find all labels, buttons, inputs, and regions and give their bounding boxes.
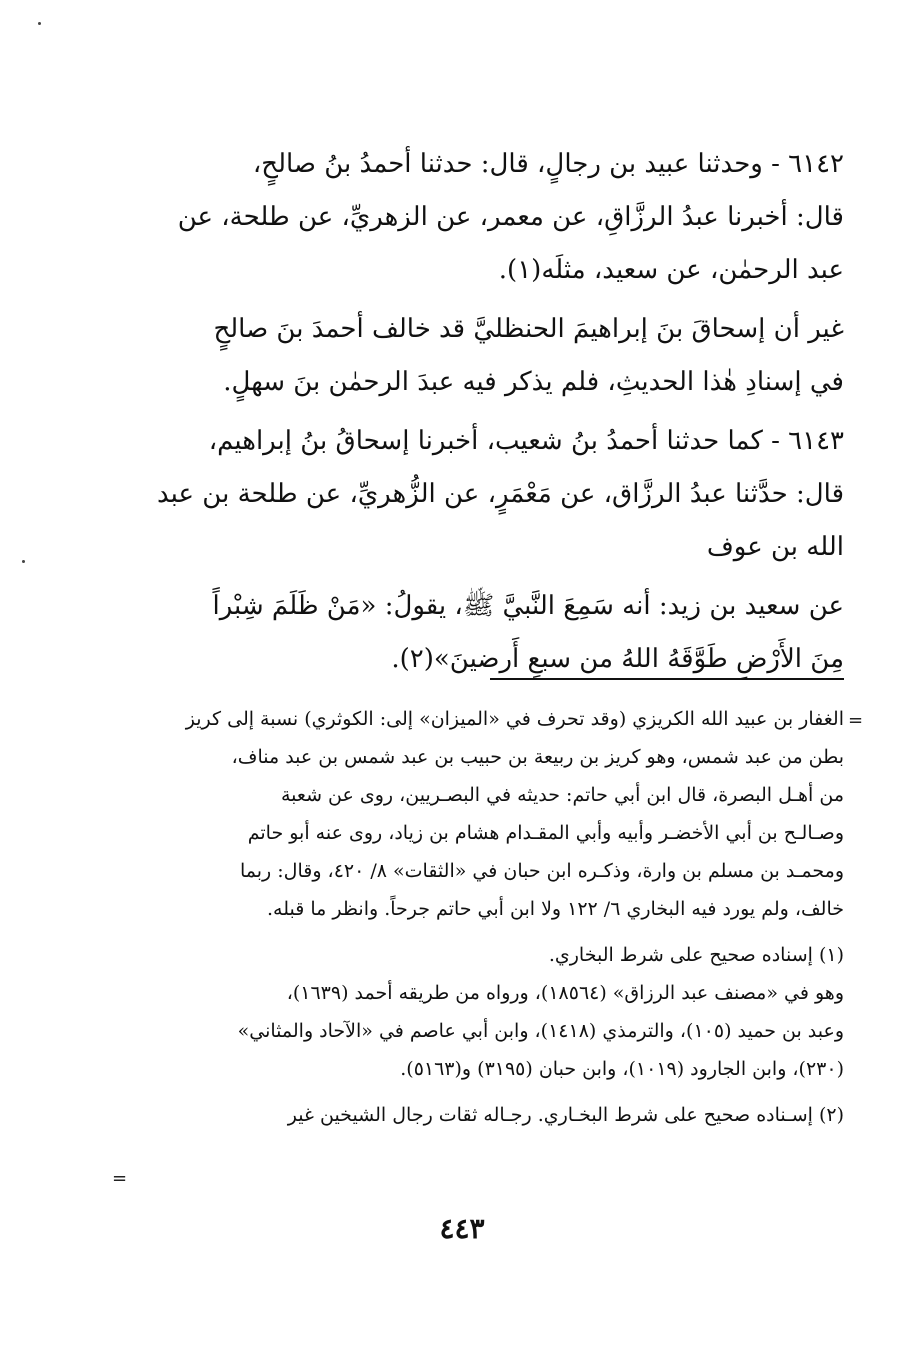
footnote-separator <box>490 678 844 680</box>
text-line: عبد الرحمٰن، عن سعيد، مثلَه(١). <box>498 255 844 285</box>
text-line: في إسنادِ هٰذا الحديثِ، فلم يذكر فيه عبدَ الرحمٰن بنَ سهلٍ. <box>223 367 844 397</box>
text-line: قال: حدَّثنا عبدُ الرزَّاق، عن مَعْمَرٍ، عن الزُّهريِّ، عن طلحة بن عبد <box>157 479 844 509</box>
footnote-continuation <box>132 700 844 928</box>
hadith-6143 <box>132 415 844 574</box>
text-line: الله بن عوف <box>706 532 844 562</box>
note-line: وصـالـح بن أبي الأخضـر وأبيه وأبي المقـدام هشام بن زياد، روى عنه أبو حاتم <box>247 822 844 844</box>
text-line: عن سعيد بن زيد: أنه سَمِعَ النَّبيَّ ﷺ، يقولُ: «مَنْ ظَلَمَ شِبْراً <box>212 591 844 621</box>
main-text <box>132 138 844 692</box>
text-line: غير أن إسحاقَ بنَ إبراهيمَ الحنظليَّ قد خالف أحمدَ بنَ صالحٍ <box>213 314 844 344</box>
hadith-matn <box>132 580 844 686</box>
text-line: قال: أخبرنا عبدُ الرزَّاقِ، عن معمر، عن الزهريِّ، عن طلحة، عن <box>177 202 844 232</box>
text-line: ٦١٤٢ - وحدثنا عبيد بن رجالٍ، قال: حدثنا أحمدُ بنُ صالحٍ، <box>252 149 844 179</box>
page-number: ٤٤٣ <box>439 1212 485 1245</box>
note-line: الغفار بن عبيد الله الكريزي (وقد تحرف في «الميزان» إلى: الكوثري) نسبة إلى كريز <box>185 708 844 730</box>
text-line: ٦١٤٣ - كما حدثنا أحمدُ بنُ شعيب، أخبرنا إسحاقُ بنُ إبراهيم، <box>208 426 844 456</box>
note-line: (١) إسناده صحيح على شرط البخاري. <box>548 944 844 966</box>
footnotes <box>132 700 844 1142</box>
scan-speck <box>38 22 41 25</box>
note-line: وهو في «مصنف عبد الرزاق» (١٨٥٦٤)، ورواه من طريقه أحمد (١٦٣٩)، <box>286 982 844 1004</box>
note-line: وعبد بن حميد (١٠٥)، والترمذي (١٤١٨)، وابن أبي عاصم في «الآحاد والمثاني» <box>237 1020 844 1042</box>
note-line: ومحمـد بن مسلم بن وارة، وذكـره ابن حبان في «الثقات» ٨/ ٤٢٠، وقال: ربما <box>239 860 844 882</box>
continues-mark: = <box>112 1168 128 1189</box>
commentary-paragraph <box>132 303 844 409</box>
note-line: (٢٣٠)، وابن الجارود (١٠١٩)، وابن حبان (٣١٩٥) و(٥١٦٣). <box>400 1058 844 1080</box>
continuation-mark: = <box>848 710 864 731</box>
note-line: بطن من عبد شمس، وهو كريز بن ربيعة بن حبيب بن عبد شمس بن عبد مناف، <box>231 746 844 768</box>
note-line: من أهـل البصرة، قال ابن أبي حاتم: حديثه في البصـريين، روى عن شعبة <box>280 784 844 806</box>
scan-speck <box>22 560 25 563</box>
note-line: خالف، ولم يورد فيه البخاري ٦/ ١٢٢ ولا ابن أبي حاتم جرحاً. وانظر ما قبله. <box>266 898 844 920</box>
footnote-2 <box>132 1096 844 1134</box>
footnote-1 <box>132 936 844 1088</box>
note-line: (٢) إسـناده صحيح على شرط البخـاري. رجـاله ثقات رجال الشيخين غير <box>287 1104 844 1126</box>
text-line: مِنَ الأَرْضِ طَوَّقَهُ اللهُ من سبعِ أَرضينَ»(٢). <box>391 644 844 674</box>
hadith-6142 <box>132 138 844 297</box>
